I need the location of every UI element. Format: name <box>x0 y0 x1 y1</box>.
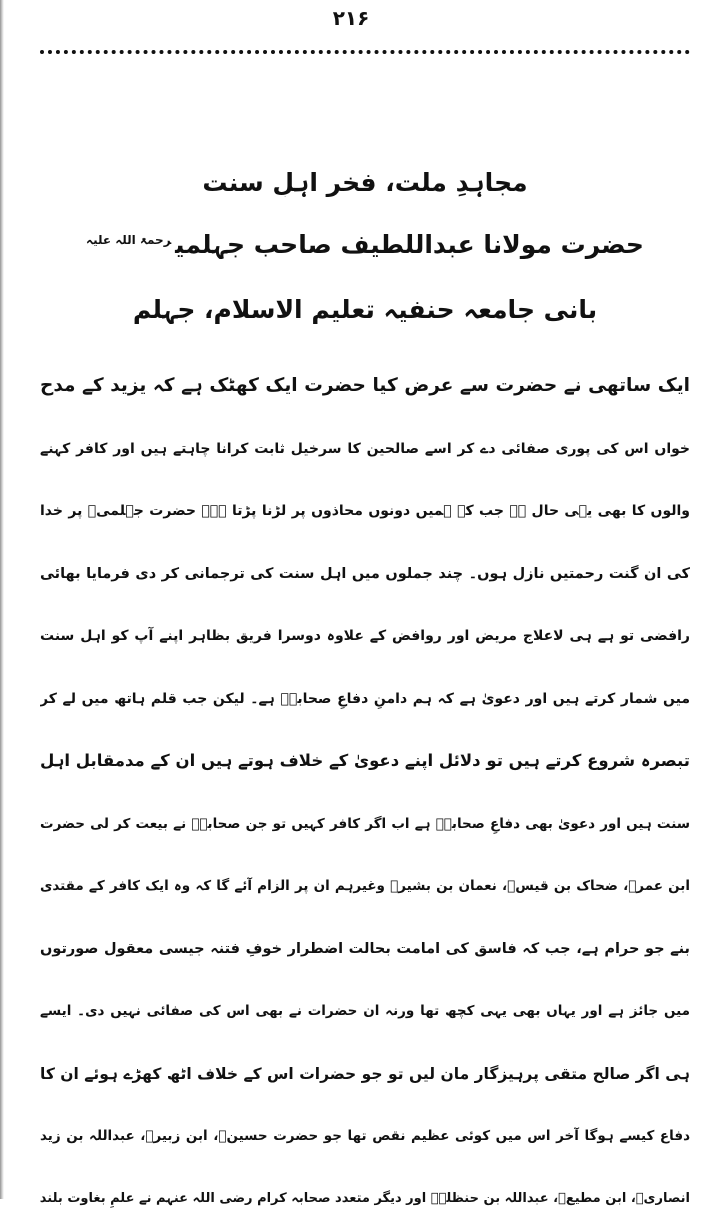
body-line: ہی اگر صالح متقی پرہیزگار مان لیں تو جو حضرات اس کے خلاف اٹھ کھڑے ہوئے ان کا <box>40 1043 690 1106</box>
page-number: ۲۱۶ <box>0 6 702 30</box>
body-paragraph <box>40 355 690 1230</box>
body-line: بنے جو حرام ہے، جب کہ فاسق کی امامت بحالت اضطرار خوفِ فتنہ جیسی معقول صورتوں <box>40 918 690 981</box>
dotted-rule <box>40 50 690 54</box>
section-title: مجاہدِ ملت، فخرِ اہلِ سنت <box>40 168 690 197</box>
body-line: کی ان گنت رحمتیں نازل ہوں۔ چند جملوں میں اہل سنت کی ترجمانی کر دی فرمایا بھائی <box>40 543 690 606</box>
institution-subtitle: بانی جامعہ حنفیہ تعلیم الاسلام، جہلم <box>40 295 690 324</box>
body-line: والوں کا بھی یہی حال ہے جب کہ ہمیں دونوں محاذوں پر لڑنا پڑتا ہے۔ حضرت جہلمیؒ پر خدا <box>40 480 690 543</box>
body-line: ایک ساتھی نے حضرت سے عرض کیا حضرت ایک کھٹک ہے کہ یزید کے مدح <box>40 355 690 418</box>
body-line: دفاع کیسے ہوگا آخر اس میں کوئی عظیم نقص تھا جو حضرت حسینؓ، ابن زبیرؓ، عبداللہ بن زید <box>40 1105 690 1168</box>
body-line: میں شمار کرتے ہیں اور دعویٰ ہے کہ ہم دامنِ دفاعِ صحابہؓ ہے۔ لیکن جب قلم ہاتھ میں لے کر <box>40 668 690 731</box>
scholar-name: حضرت مولانا عبداللطیف صاحب جہلمی <box>175 230 644 259</box>
body-line: تبصرہ شروع کرتے ہیں تو دلائل اپنے دعویٰ کے خلاف ہوتے ہیں ان کے مدمقابل اہل <box>40 730 690 793</box>
body-line: رافضی تو ہے ہی لاعلاج مریض اور روافض کے علاوہ دوسرا فریق بظاہر اپنے آپ کو اہل سنت <box>40 605 690 668</box>
honorific-salutation: رحمۃ اللہ علیہ <box>86 233 171 247</box>
body-line: انصاریؓ، ابن مطیعؒ، عبداللہ بن حنظلہؓ اور دیگر متعدد صحابہ کرام رضی اللہ عنہم نے علمِ بغاوت بلند <box>40 1168 690 1230</box>
body-line: میں جائز ہے اور یہاں بھی یہی کچھ تھا ورنہ ان حضرات نے بھی اس کی صفائی نہیں دی۔ ایسے <box>40 980 690 1043</box>
body-line: ابن عمرؓ، ضحاک بن قیسؓ، نعمان بن بشیرؓ وغیرہم ان پر الزام آئے گا کہ وہ ایک کافر کے مقتدی <box>40 855 690 918</box>
scholar-name-heading <box>40 230 690 259</box>
body-line: خواں اس کی پوری صفائی دے کر اسے صالحین کا سرخیل ثابت کرانا چاہتے ہیں اور کافر کہنے <box>40 418 690 481</box>
scan-edge-shadow <box>0 0 4 1199</box>
body-line: سنت ہیں اور دعویٰ بھی دفاعِ صحابہؓ ہے اب اگر کافر کہیں تو جن صحابہؓ نے بیعت کر لی حضرت <box>40 793 690 856</box>
